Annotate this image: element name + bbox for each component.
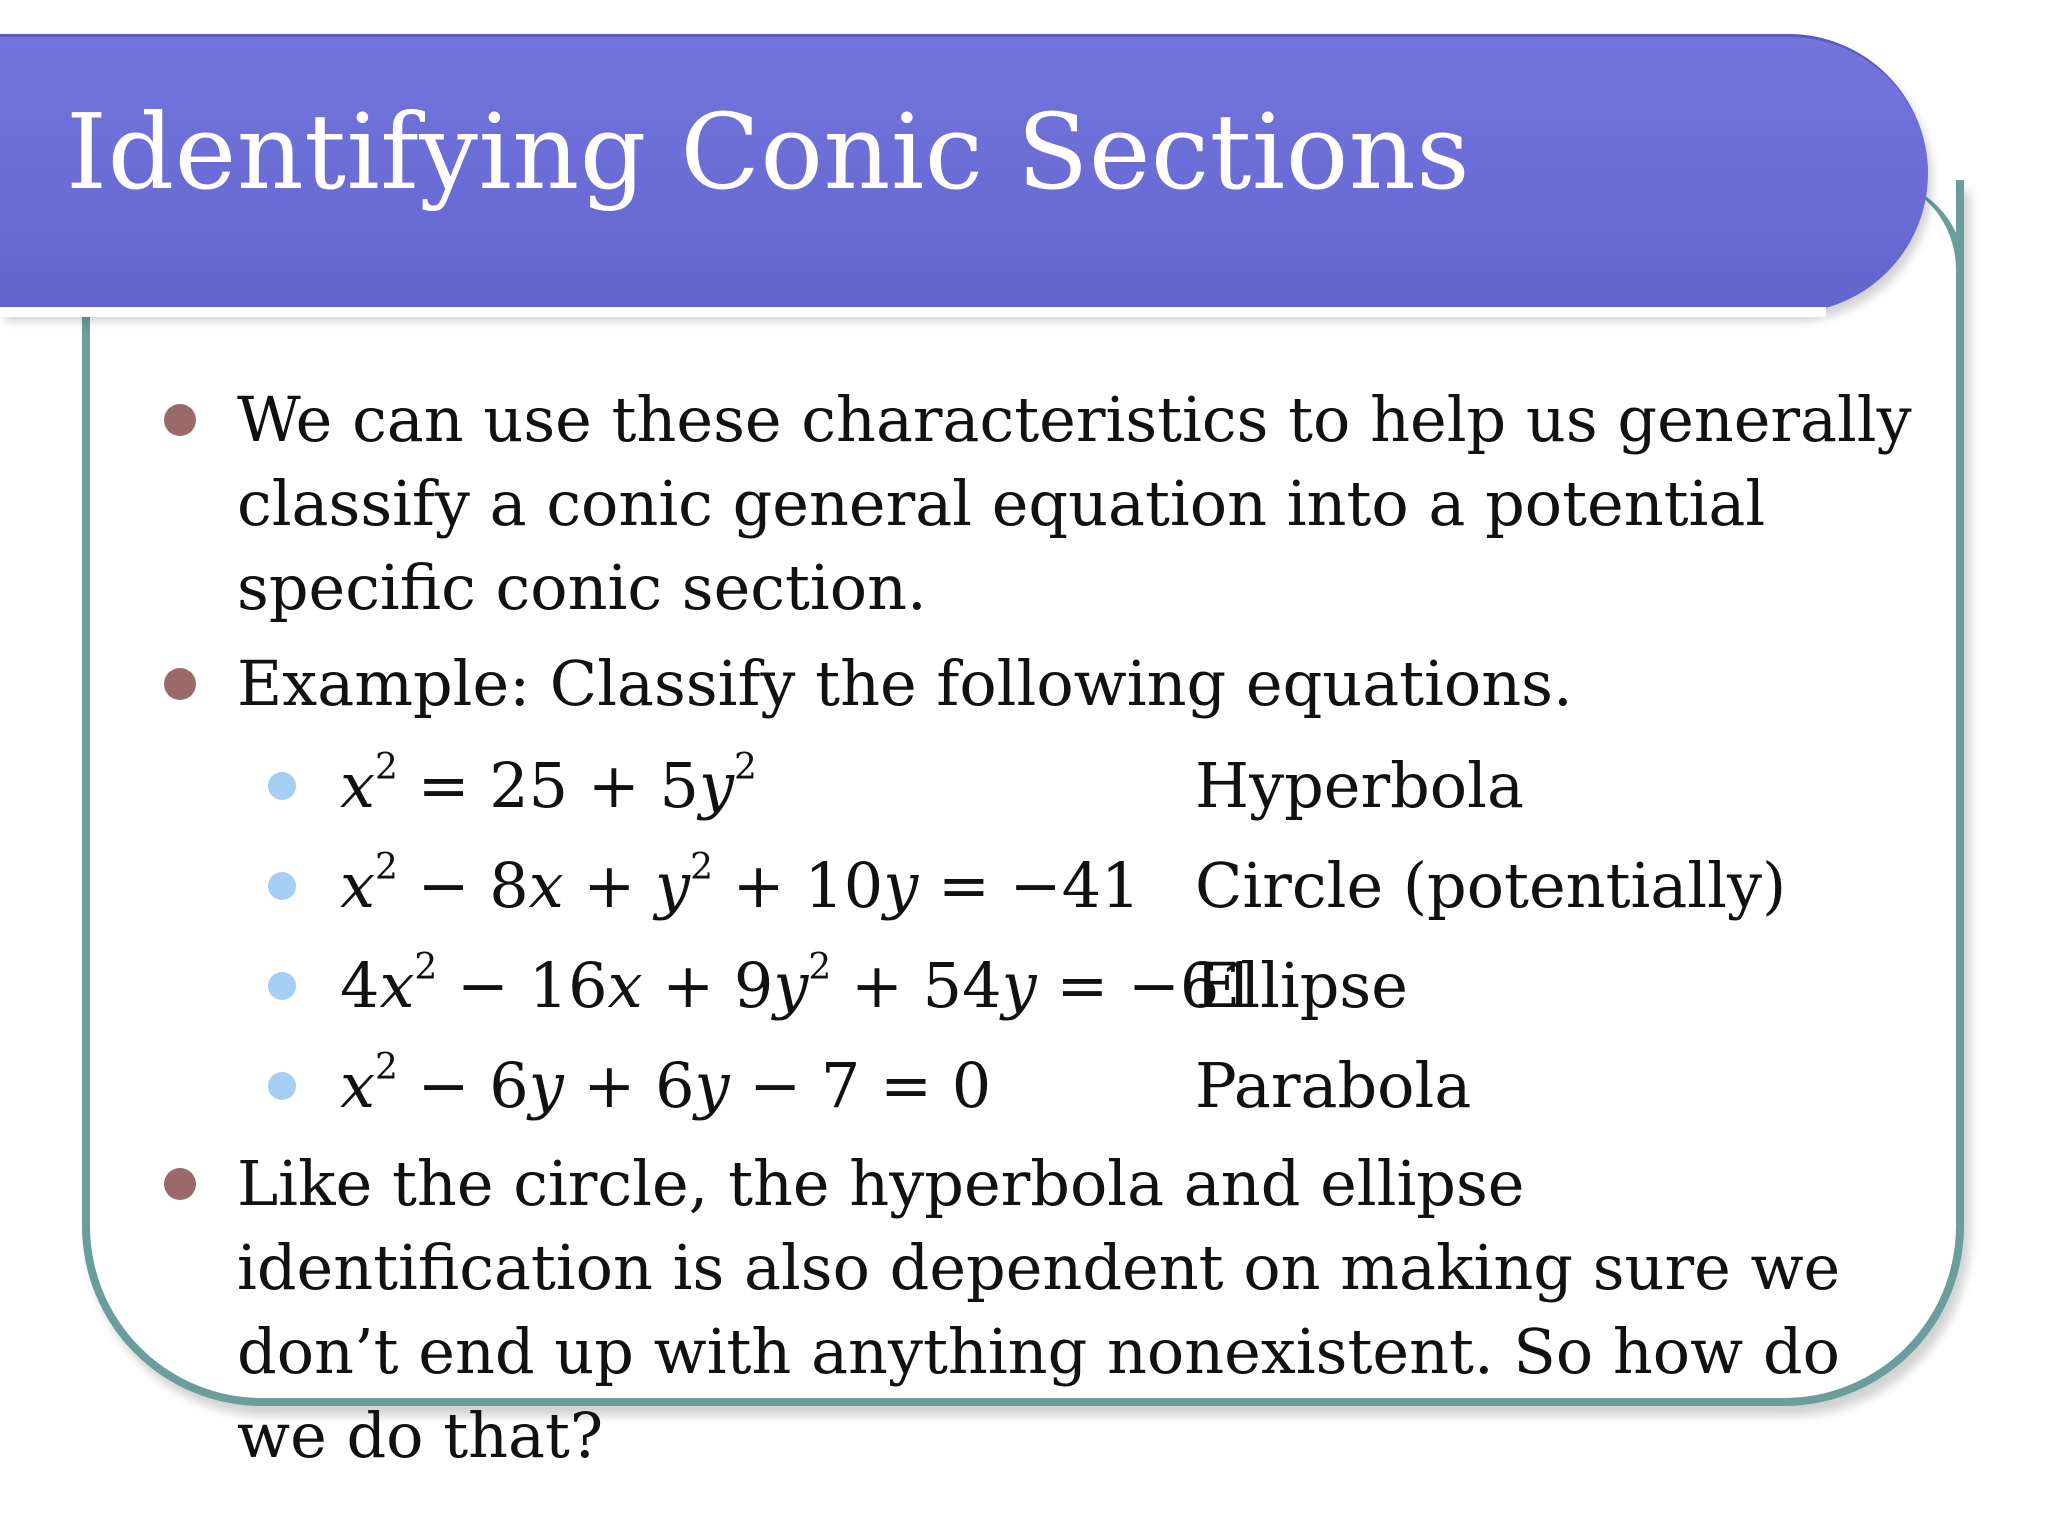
bullet-text-1: We can use these characteristics to help us generally classify a conic general equation into a potential specific conic section.: [237, 383, 1912, 624]
sub-bullet-icon: [268, 1072, 296, 1100]
bullet-text-2: Example: Classify the following equations.: [237, 647, 1573, 720]
sub-bullet-icon: [268, 872, 296, 900]
sub-bullet-icon: [268, 972, 296, 1000]
classification-2: Circle (potentially): [1195, 849, 1787, 922]
bullet-icon: [164, 668, 196, 700]
equation-1: $x^2 = 25 + 5y^2$: [340, 747, 757, 822]
classification-3: Ellipse: [1195, 949, 1408, 1022]
title-rule: [0, 307, 1826, 317]
equation-4: $x^2 - 6y + 6y - 7 = 0$: [340, 1047, 992, 1122]
bullet-icon: [164, 404, 196, 436]
bullet-text-3: Like the circle, the hyperbola and ellipse identification is also dependent on making sure we don’t end up with anything nonexistent. So how do we do that?: [237, 1147, 1841, 1472]
equation-2: $x^2 - 8x + y^2 + 10y = -41$: [340, 847, 1141, 922]
bullet-icon: [164, 1168, 196, 1200]
classification-1: Hyperbola: [1195, 749, 1524, 822]
equation-3: $4x^2 - 16x + 9y^2 + 54y = -61$: [340, 947, 1259, 1022]
sub-bullet-icon: [268, 772, 296, 800]
classification-4: Parabola: [1195, 1049, 1472, 1122]
slide-title: Identifying Conic Sections: [66, 91, 1471, 213]
